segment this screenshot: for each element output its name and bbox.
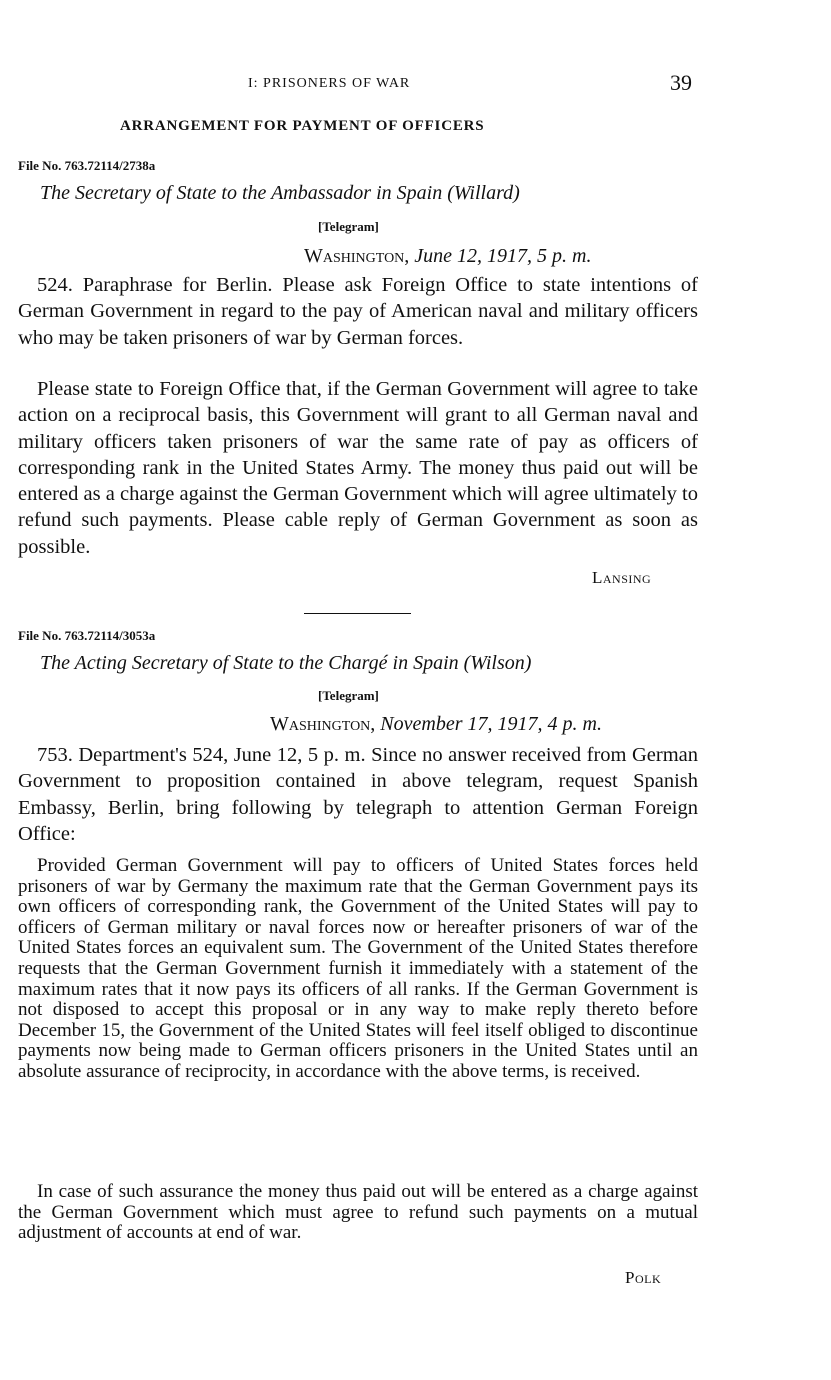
document-heading-2: The Acting Secretary of State to the Chargé in Spain (Wilson) [40, 652, 532, 674]
telegram-label-2: [Telegram] [318, 688, 379, 703]
page-number: 39 [670, 70, 692, 95]
paragraph-524: 524. Paraphrase for Berlin. Please ask Foreign Office to state intentions of German Government in regard to the pay of American naval and military officers who may be taken prisoners of war by German forces. [18, 274, 698, 349]
section-divider [304, 613, 411, 614]
quoted-message: Provided German Government will pay to officers of United States forces held prisoners of war by Germany the maximum rate that the German Government pays its own officers of corresponding rank, the Government of the United States will pay to officers of German military or naval forces now or hereafter prisoners of war of the United States forces an equivalent sum. The Government of the United States therefore requests that the German Government furnish it immediately with a statement of the maximum rates that it now pays its officers of all ranks. If the German Government is not disposed to accept this proposal or in any way to make reply thereto before December 15, the Government of the United States will feel itself obliged to discontinue payments now being made to German officers prisoners in the United States until an absolute assurance of reciprocity, in accordance with the above terms, is received. [18, 855, 698, 1082]
dateline-date-2: November 17, 1917, 4 p. m. [380, 713, 602, 735]
dateline-place-1: Washington, [304, 245, 410, 267]
section-title: ARRANGEMENT FOR PAYMENT OF OFFICERS [120, 118, 485, 134]
running-head: I: PRISONERS OF WAR [248, 76, 411, 91]
file-number-1: File No. 763.72114/2738a [18, 158, 156, 173]
paragraph-reciprocal: Please state to Foreign Office that, if the German Government will agree to take action on a reciprocal basis, this Government will grant to all German naval and military officers taken prisoners of war the same rate of pay as officers of corresponding rank in the United States Army. The money thus paid out will be entered as a charge against the German Government which will agree ultimately to refund such payments. Please cable reply of German Government as soon as possible. [18, 378, 698, 558]
dateline-place-2: Washington, [270, 713, 376, 735]
paragraph-753: 753. Department's 524, June 12, 5 p. m. Since no answer received from German Government to proposition contained in above telegram, request Spanish Embassy, Berlin, bring following by telegraph to attention German Foreign Office: [18, 744, 698, 845]
telegram-label-1: [Telegram] [318, 219, 379, 234]
signature-polk: Polk [625, 1268, 662, 1287]
dateline-date-1: June 12, 1917, 5 p. m. [414, 245, 592, 267]
document-heading-1: The Secretary of State to the Ambassador in Spain (Willard) [40, 182, 520, 204]
dateline-1 [304, 245, 592, 268]
dateline-2 [270, 713, 602, 736]
file-number-2: File No. 763.72114/3053a [18, 628, 156, 643]
quoted-assurance: In case of such assurance the money thus paid out will be entered as a charge against the German Government which must agree to refund such payments on a mutual adjustment of accounts at end of war. [18, 1181, 698, 1244]
signature-lansing: Lansing [592, 568, 652, 587]
